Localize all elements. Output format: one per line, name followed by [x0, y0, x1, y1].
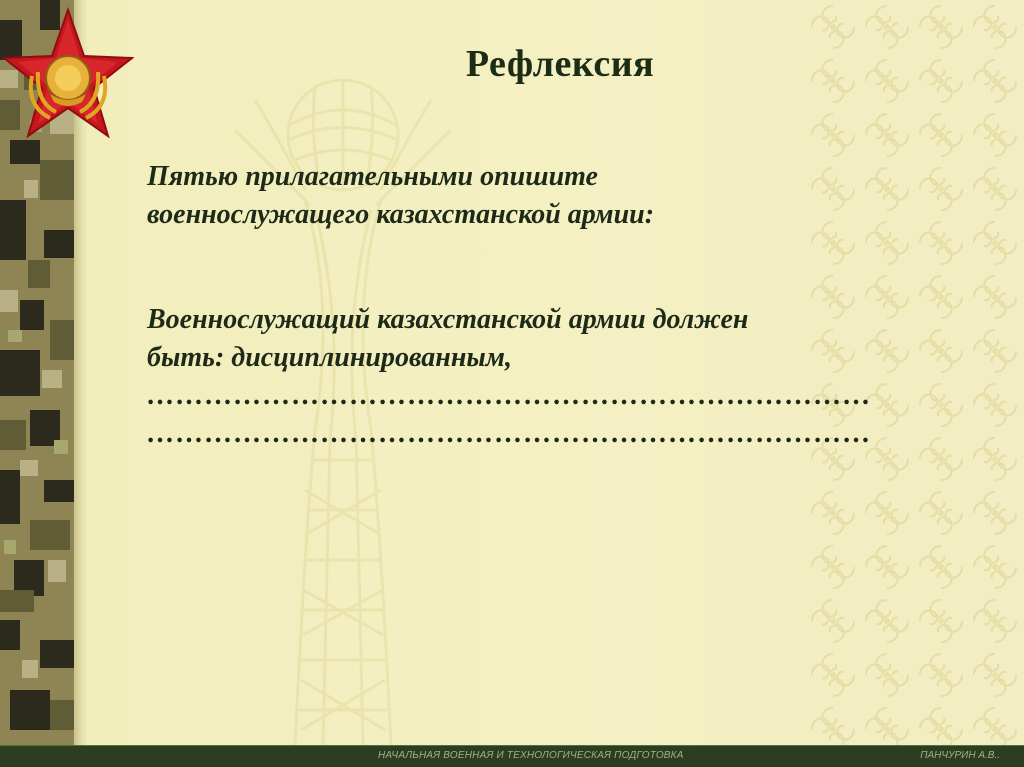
answer-text [147, 301, 967, 453]
slide-title: Рефлексия [465, 43, 655, 85]
answer-blank-line-2: ………………………………………………………………… [147, 418, 872, 449]
footer-course: НАЧАЛЬНАЯ ВОЕННАЯ И ТЕХНОЛОГИЧЕСКАЯ ПОДГОТОВКА [378, 750, 684, 761]
answer-line-1: Военнослужащий казахстанской армии должен [147, 304, 749, 335]
instruction-line-2: военнослужащего казахстанской армии: [147, 199, 655, 230]
footer-bar [0, 745, 1024, 767]
answer-line-2: быть: дисциплинированным, [147, 342, 512, 373]
instruction-line-1: Пятью прилагательными опишите [147, 161, 598, 192]
answer-blank-line-1: ………………………………………………………………… [147, 380, 872, 411]
instruction-text [147, 158, 967, 234]
footer-author: ПАНЧУРИН А.В.. [920, 750, 1000, 761]
